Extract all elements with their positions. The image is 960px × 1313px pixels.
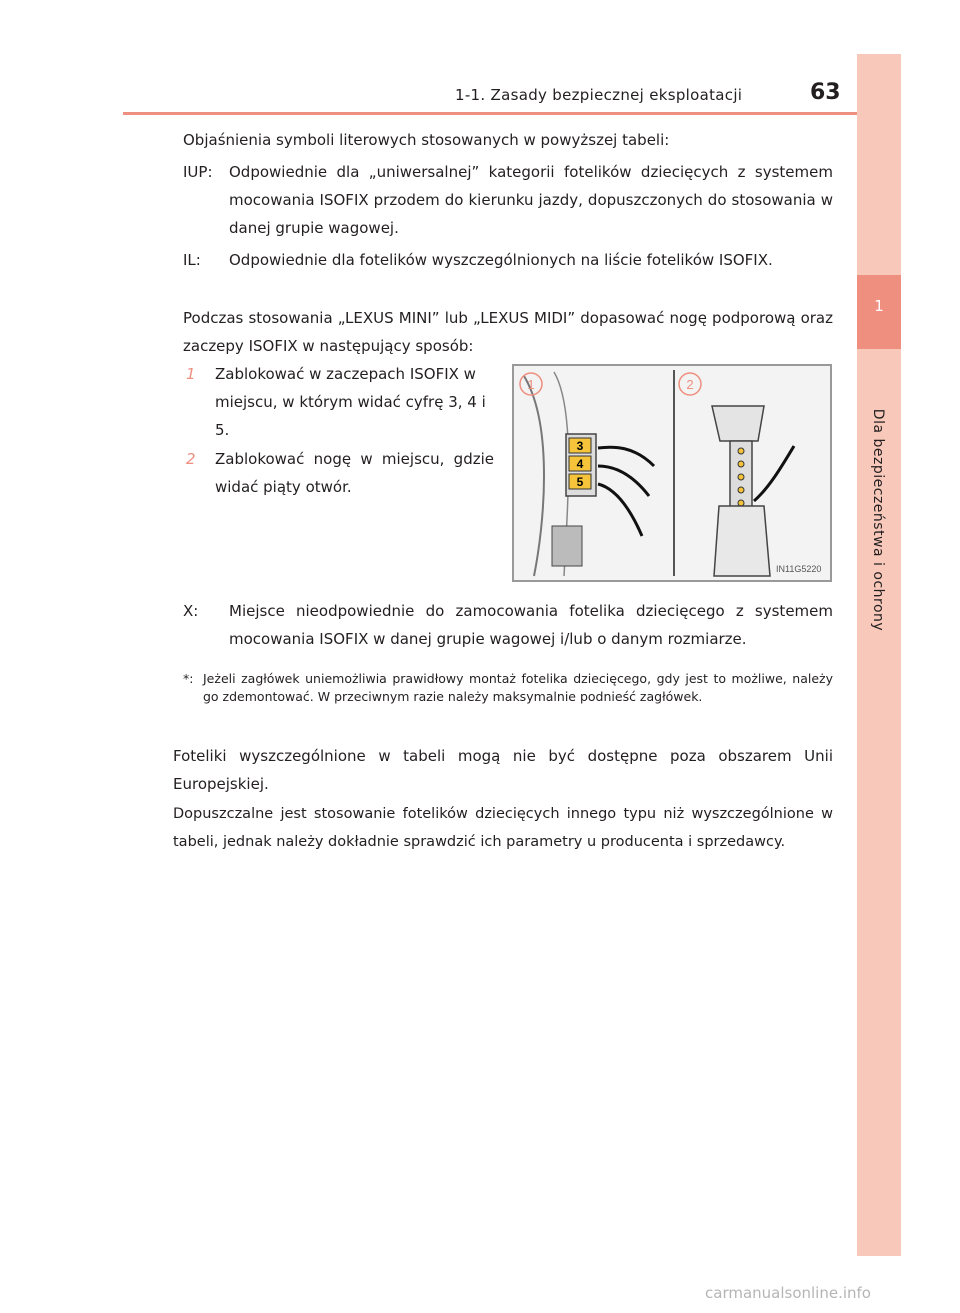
leg-sleeve [714,506,770,576]
arrow-4 [598,466,649,496]
footer-watermark: carmanualsonline.info [705,1284,871,1302]
chapter-number: 1 [874,297,884,315]
anchor-number-5: 5 [576,475,584,489]
figure-label-1: 1 [527,377,535,392]
leg-hole-fifth [738,500,744,506]
anchor-number-3: 3 [576,439,584,453]
def-label-il: IL: [183,251,201,269]
def-text-il: Odpowiednie dla fotelików wyszczególnionych na liście fotelików ISOFIX. [229,251,773,269]
step-text-1: Zablokować w zaczepach ISOFIX w miejscu, w którym widać cyfrę 3, 4 i 5. [215,365,486,439]
footnote-label: *: [183,671,194,686]
other-seats-note: Dopuszczalne jest stosowanie fotelików dziecięcych innego typu niż wyszczególnione w tabeli, jednak należy dokładnie sprawdzić ich parametry u producenta i sprzedawcy. [173,806,833,850]
chapter-side-strip [857,54,901,1256]
isofix-figure [512,364,832,582]
seat-outline [524,376,544,576]
figure-code: IN11G5220 [776,564,822,574]
figure-label-2: 2 [686,377,694,392]
step-number-1: 1 [186,365,196,383]
chapter-title: Dla bezpieczeństwa i ochrony [870,408,886,632]
header-rule [123,112,857,115]
def-label-x: X: [183,602,199,620]
step-number-2: 2 [186,450,196,468]
step-text-2: Zablokować nogę w miejscu, gdzie widać piąty otwór. [215,450,494,496]
def-text-x: Miejsce nieodpowiednie do zamocowania fotelika dziecięcego z systemem mocowania ISOFIX w danej grupie wagowej i/lub o danym rozmiarze. [229,602,833,648]
arrow-fifth-hole [754,446,794,501]
mount-intro: Podczas stosowania „LEXUS MINI” lub „LEXUS MIDI” dopasować nogę podporową oraz zaczepy ISOFIX w następujący sposób: [183,309,833,355]
section-title: 1-1. Zasady bezpiecznej eksploatacji [455,86,743,104]
leg-hole [738,474,744,480]
intro-text: Objaśnienia symboli literowych stosowanych w powyższej tabeli: [183,131,670,149]
def-label-iup: IUP: [183,163,213,181]
def-text-iup: Odpowiednie dla „uniwersalnej” kategorii fotelików dziecięcych z systemem mocowania ISOFIX przodem do kierunku jazdy, dopuszczonych do stosowania w danej grupie wagowej. [229,163,833,237]
seat-base [712,406,764,441]
arrow-5 [598,484,642,536]
leg-hole [738,487,744,493]
isofix-connector [552,526,582,566]
isofix-illustration [514,366,830,580]
page-number: 63 [810,80,841,105]
availability-note: Foteliki wyszczególnione w tabeli mogą nie być dostępne poza obszarem Unii Europejskiej. [173,747,833,793]
leg-hole [738,461,744,467]
footnote-text: Jeżeli zagłówek uniemożliwia prawidłowy montaż fotelika dziecięcego, gdy jest to możliwe, należy go zdemontować. W przeciwnym razie należy maksymalnie podnieść zagłówek. [203,671,833,704]
leg-hole [738,448,744,454]
anchor-number-4: 4 [576,457,584,471]
arrow-3 [598,447,654,466]
